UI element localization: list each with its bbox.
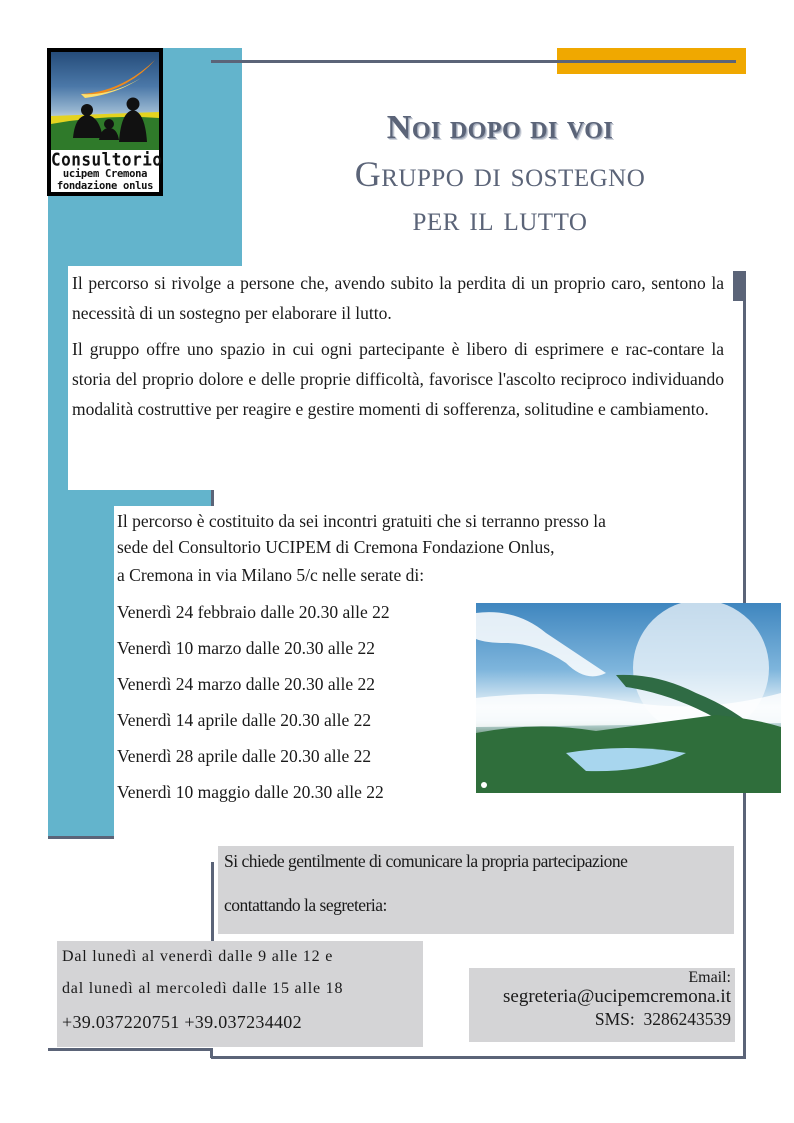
request-line-2: contattando la segreteria:	[224, 895, 387, 915]
blue-panel-underline	[48, 836, 114, 839]
date-item: Venerdì 10 marzo dalle 20.30 alle 22	[117, 638, 376, 658]
participation-request-box	[218, 846, 734, 934]
mid-connector-line	[211, 490, 214, 506]
details-line-1: Il percorso è costituito da sei incontri gratuiti che si terranno presso la	[117, 511, 606, 531]
intro-paragraph-1: Il percorso si rivolge a persone che, avendo subito la perdita di un proprio caro, sentono la necessità di un sostegno per elaborare il lutto.	[72, 273, 724, 323]
page-header	[240, 104, 760, 240]
page-subtitle-line-1: Gruppo di sostegno	[354, 154, 646, 194]
request-line-1: Si chiede gentilmente di comunicare la propria partecipazione	[224, 851, 628, 871]
bottom-border-right	[211, 1056, 746, 1059]
request-box-left-line	[211, 862, 214, 944]
blue-panel-step	[48, 490, 214, 506]
consultorio-logo	[47, 48, 163, 196]
hours-line-1: Dal lunedì al venerdì dalle 9 alle 12 e	[62, 948, 334, 965]
phone-numbers[interactable]: +39.037220751 +39.037234402	[62, 1012, 302, 1032]
date-item: Venerdì 14 aprile dalle 20.30 alle 22	[117, 710, 372, 730]
logo-line-3: fondazione onlus	[56, 179, 154, 192]
details-line-3: a Cremona in via Milano 5/c nelle serate di:	[117, 565, 425, 585]
logo-family-silhouette-image	[51, 52, 159, 150]
logo-line-1: Consultorio	[51, 149, 163, 170]
dates-list	[117, 594, 477, 810]
date-item: Venerdì 10 maggio dalle 20.30 alle 22	[117, 782, 384, 802]
office-hours-box	[57, 941, 423, 1047]
page-subtitle-line-2: per il lutto	[412, 198, 588, 238]
logo-line-2: ucipem Cremona	[62, 168, 148, 180]
family-silhouette-icon	[51, 52, 159, 150]
top-rule-line	[211, 60, 736, 63]
date-item: Venerdì 28 aprile dalle 20.30 alle 22	[117, 746, 372, 766]
details-section	[117, 508, 737, 590]
hand-landscape-photo	[476, 603, 781, 793]
date-item: Venerdì 24 marzo dalle 20.30 alle 22	[117, 674, 376, 694]
page-title: Noi dopo di voi	[386, 109, 614, 146]
blue-panel-lower	[48, 506, 114, 838]
sms-number[interactable]: 3286243539	[643, 1009, 731, 1029]
intro-section	[68, 266, 730, 490]
bottom-border-left	[48, 1048, 212, 1051]
email-label: Email:	[688, 969, 731, 986]
email-address[interactable]: segreteria@ucipemcremona.it	[503, 986, 731, 1007]
sms-row	[469, 1008, 731, 1030]
landscape-image-icon	[476, 603, 781, 793]
intro-paragraph-2: Il gruppo offre uno spazio in cui ogni partecipante è libero di esprimere e rac-contare la storia del proprio dolore e delle proprie difficoltà, favorisce l'ascolto reciproco individuando modalità costruttive per reagire e gestire momenti di sofferenza, solitudine e cambiamento.	[72, 339, 724, 419]
sms-label: SMS:	[594, 1009, 635, 1029]
contact-box	[469, 968, 735, 1042]
logo-text-block	[51, 149, 163, 192]
details-line-2: sede del Consultorio UCIPEM di Cremona Fondazione Onlus,	[117, 537, 555, 557]
date-item: Venerdì 24 febbraio dalle 20.30 alle 22	[117, 602, 390, 622]
hours-line-2: dal lunedì al mercoledì dalle 15 alle 18	[62, 980, 344, 997]
